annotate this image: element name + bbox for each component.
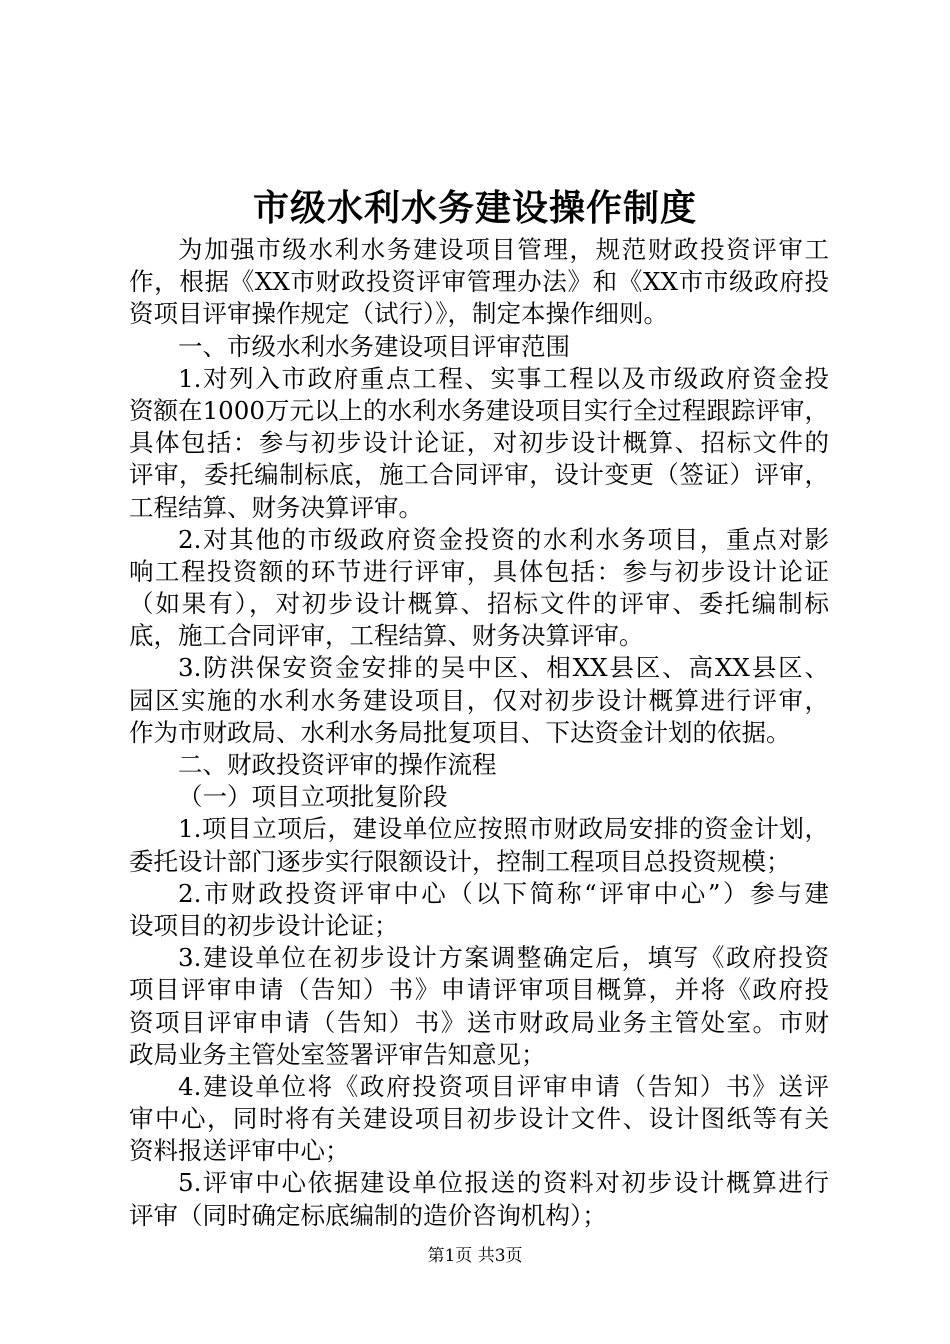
subsection-heading: （一）项目立项批复阶段 (178, 782, 448, 812)
paragraph-line: 资项目评审操作规定（试行）》，制定本操作细则。 (129, 299, 668, 329)
section-heading: 一、市级水利水务建设项目评审范围 (178, 331, 570, 361)
paragraph-line: 园区实施的水利水务建设项目，仅对初步设计概算进行评审， (129, 685, 829, 715)
paragraph-line: 评审，委托编制标底，施工合同评审，设计变更（签证）评审， (129, 460, 829, 490)
page-number-footer: 第1页 共3页 (427, 1246, 523, 1266)
paragraph-line: 响工程投资额的环节进行评审，具体包括：参与初步设计论证 (129, 556, 829, 586)
paragraph-line: 3.防洪保安资金安排的吴中区、相XX县区、高XX县区、 (178, 653, 829, 683)
paragraph-line: 评审（同时确定标底编制的造价咨询机构）； (129, 1200, 607, 1230)
paragraph-line: 资项目评审申请（告知）书》送市财政局业务主管处室。市财 (129, 1007, 829, 1037)
paragraph-line: 2.市财政投资评审中心（以下简称“评审中心”）参与建 (178, 878, 829, 908)
paragraph-line: 政局业务主管处室签署评审告知意见； (129, 1039, 546, 1069)
paragraph-line: 5.评审中心依据建设单位报送的资料对初步设计概算进行 (178, 1168, 829, 1198)
document-body (129, 234, 829, 1232)
paragraph-line: （如果有），对初步设计概算、招标文件的评审、委托编制标 (129, 589, 829, 619)
paragraph-line: 具体包括：参与初步设计论证，对初步设计概算、招标文件的 (129, 428, 829, 458)
paragraph-line: 1.项目立项后，建设单位应按照市财政局安排的资金计划， (178, 814, 829, 844)
document-title: 市级水利水务建设操作制度 (252, 187, 697, 229)
paragraph-line: 资料报送评审中心； (129, 1136, 350, 1166)
paragraph-line: 设项目的初步设计论证； (129, 910, 399, 940)
paragraph-line: 底，施工合同评审，工程结算、财务决算评审。 (129, 621, 644, 651)
paragraph-line: 项目评审申请（告知）书》申请评审项目概算，并将《政府投 (129, 975, 829, 1005)
paragraph-line: 4.建设单位将《政府投资项目评审申请（告知）书》送评 (178, 1071, 829, 1101)
paragraph-line: 2.对其他的市级政府资金投资的水利水务项目，重点对影 (178, 524, 829, 554)
paragraph-line: 委托设计部门逐步实行限额设计，控制工程项目总投资规模； (129, 846, 791, 876)
paragraph-line: 1.对列入市政府重点工程、实事工程以及市级政府资金投 (178, 363, 829, 393)
paragraph-line: 3.建设单位在初步设计方案调整确定后，填写《政府投资 (178, 943, 829, 973)
paragraph-line: 作，根据《XX市财政投资评审管理办法》和《XX市市级政府投 (129, 267, 829, 297)
paragraph-line: 审中心，同时将有关建设项目初步设计文件、设计图纸等有关 (129, 1104, 829, 1134)
paragraph-line: 工程结算、财务决算评审。 (129, 492, 423, 522)
paragraph-line: 资额在1000万元以上的水利水务建设项目实行全过程跟踪评审， (129, 395, 829, 425)
paragraph-line: 为加强市级水利水务建设项目管理，规范财政投资评审工 (178, 235, 829, 264)
section-heading: 二、财政投资评审的操作流程 (178, 750, 497, 779)
paragraph-line: 作为市财政局、水利水务局批复项目、下达资金计划的依据。 (129, 717, 791, 747)
